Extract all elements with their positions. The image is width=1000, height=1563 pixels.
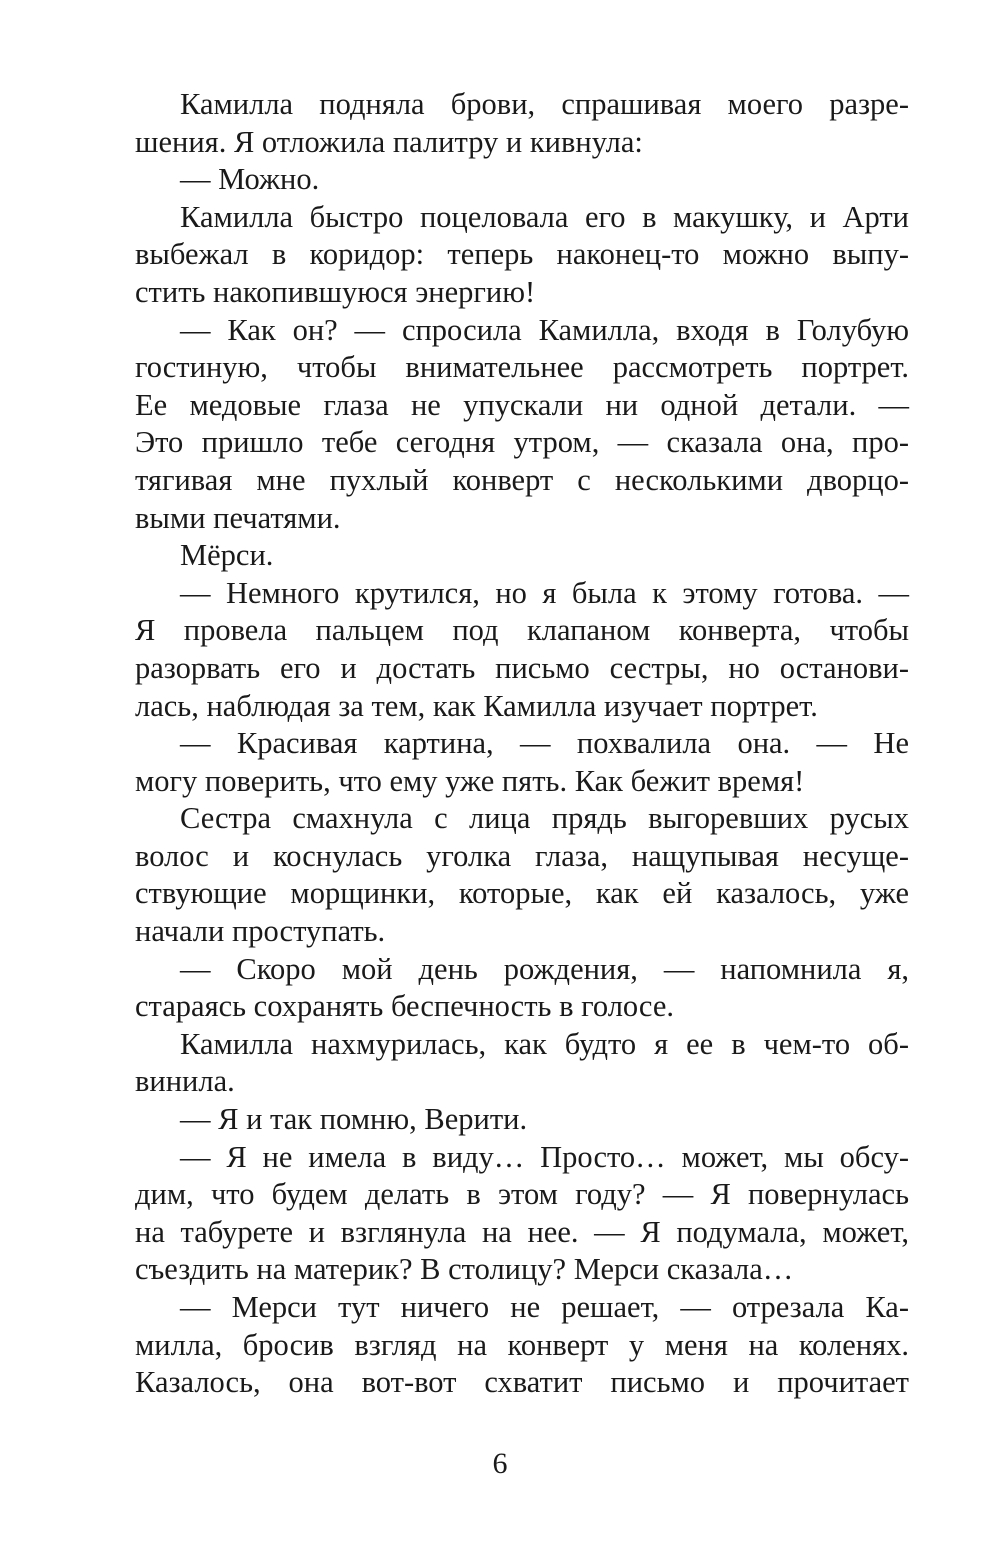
- text-line: винила.: [135, 1064, 235, 1099]
- text-line: Сестра смахнула с лица прядь выгоревших русых: [180, 801, 909, 836]
- text-line: Камилла подняла брови, спрашивая моего разре-: [180, 87, 909, 121]
- text-line: — Красивая картина, — похвалила она. — Не: [180, 726, 909, 761]
- paragraph: [135, 312, 909, 538]
- text-line: — Немного крутился, но я была к этому готова. —: [180, 575, 909, 610]
- text-line: могу поверить, что ему уже пять. Как бежит время!: [135, 763, 805, 798]
- text-line: — Как он? — спросила Камилла, входя в Голубую: [180, 312, 909, 347]
- text-line: выбежал в коридор: теперь наконец-то можно выпу-: [135, 237, 909, 272]
- text-line: — Скоро мой день рождения, — напомнила я,: [180, 951, 909, 986]
- paragraph: [135, 575, 909, 725]
- paragraph: [135, 537, 909, 575]
- text-line: начали проступать.: [135, 914, 386, 949]
- paragraph: [135, 1289, 909, 1402]
- text-line: стараясь сохранять беспечность в голосе.: [135, 989, 674, 1024]
- text-line: тягивая мне пухлый конверт с несколькими дворцо-: [135, 462, 909, 497]
- text-line: Ее медовые глаза не упускали ни одной детали. —: [135, 387, 909, 422]
- paragraph: [135, 1101, 909, 1139]
- page-number: 6: [492, 1447, 508, 1480]
- text-line: — Мерси тут ничего не решает, — отрезала Ка-: [180, 1290, 909, 1324]
- text-line: Это пришло тебе сегодня утром, — сказала она, про-: [135, 425, 909, 460]
- text-line: волос и коснулась уголка глаза, нащупывая несуще-: [135, 838, 909, 873]
- text-line: Казалось, она вот-вот схватит письмо и прочитает: [135, 1365, 909, 1400]
- paragraph: [135, 86, 909, 161]
- text-line: Я провела пальцем под клапаном конверта, чтобы: [135, 613, 909, 648]
- paragraph: [135, 161, 909, 199]
- paragraph: [135, 199, 909, 312]
- text-line: на табурете и взглянула на нее. — Я подумала, может,: [135, 1214, 909, 1249]
- text-line: съездить на материк? В столицу? Мерси сказала…: [135, 1252, 794, 1287]
- text-line: шения. Я отложила палитру и кивнула:: [135, 124, 643, 159]
- text-line: — Я и так помню, Верити.: [180, 1102, 528, 1137]
- text-line: выми печатями.: [135, 500, 341, 535]
- text-line: — Я не имела в виду… Просто… может, мы обсу-: [180, 1139, 909, 1174]
- text-line: Мёрси.: [180, 538, 274, 573]
- text-line: милла, бросив взгляд на конверт у меня на коленях.: [135, 1327, 909, 1362]
- text-line: стить накопившуюся энергию!: [135, 274, 536, 309]
- text-line: гостиную, чтобы внимательнее рассмотреть портрет.: [135, 350, 909, 385]
- paragraph: [135, 1139, 909, 1289]
- paragraph: [135, 1026, 909, 1101]
- paragraph: [135, 951, 909, 1026]
- text-line: разорвать его и достать письмо сестры, но останови-: [135, 650, 909, 685]
- page-body-text: [135, 86, 909, 1402]
- text-line: — Можно.: [180, 162, 320, 197]
- text-line: лась, наблюдая за тем, как Камилла изучает портрет.: [135, 688, 818, 723]
- text-line: Камилла быстро поцеловала его в макушку, и Арти: [180, 199, 909, 234]
- paragraph: [135, 800, 909, 950]
- text-line: ствующие морщинки, которые, как ей казалось, уже: [135, 876, 909, 911]
- paragraph: [135, 725, 909, 800]
- text-line: дим, что будем делать в этом году? — Я повернулась: [135, 1177, 909, 1212]
- text-line: Камилла нахмурилась, как будто я ее в чем-то об-: [180, 1026, 909, 1061]
